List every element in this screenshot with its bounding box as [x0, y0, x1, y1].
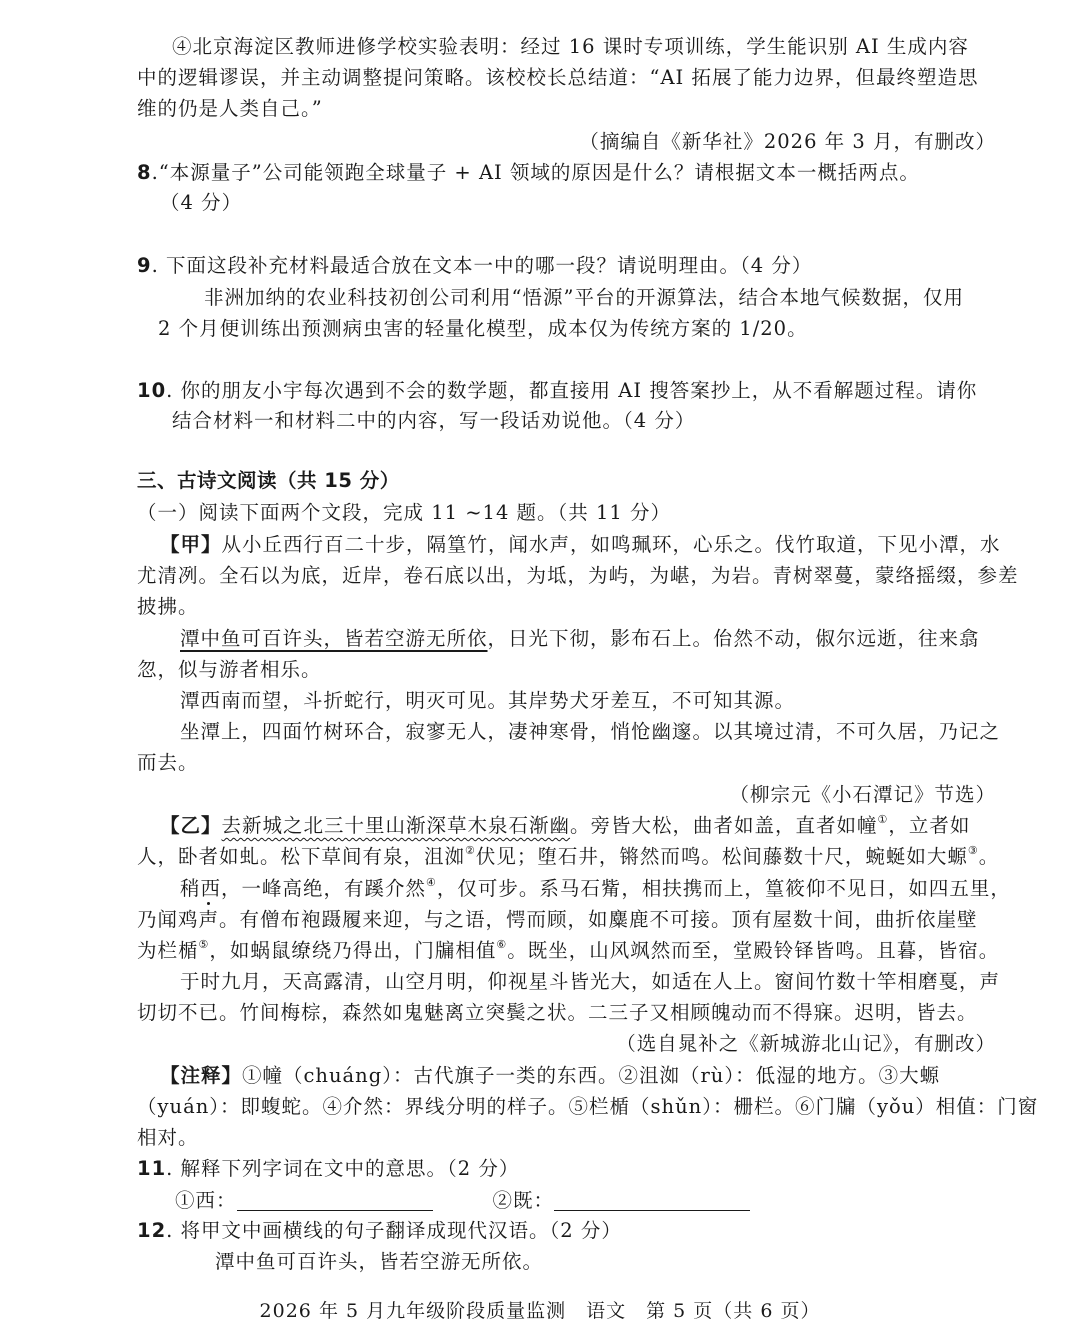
- footnote-mark-3: ③: [967, 844, 979, 857]
- underlined-sentence: 潭中鱼可百许头，皆若空游无所依: [180, 627, 488, 650]
- section-3-subtitle: （一）阅读下面两个文段，完成 11 ~14 题。（共 11 分）: [137, 501, 672, 524]
- footnote-mark-2: ②: [465, 844, 476, 857]
- question-10-text: . 你的朋友小宇每次遇到不会的数学题，都直接用 AI 搜答案抄上，从不看解题过程。请你: [166, 379, 978, 402]
- answer-blank-2[interactable]: [554, 1188, 750, 1211]
- passage-yi-p1-text-b: ，立者如: [888, 814, 971, 837]
- question-9-material-line1: 非洲加纳的农业科技初创公司利用“悟源”平台的开源算法，结合本地气候数据，仅用: [204, 286, 964, 309]
- passage-yi-p1b-text-b: 伏见；堕石井，锵然而鸣。松间藤数十尺，蜿蜒如大螈: [475, 845, 968, 868]
- passage-jia-label: 【甲】: [160, 533, 222, 556]
- question-11: [137, 1154, 519, 1184]
- question-10: [137, 376, 977, 406]
- passage-jia-p2-line1: [180, 624, 980, 654]
- question-11-item-2-label: ②既：: [492, 1189, 555, 1212]
- passage-yi-p2c-text-b: ，如蜗鼠缭绕乃得出，门牖相值: [209, 939, 497, 962]
- question-8-score: （4 分）: [160, 191, 243, 214]
- question-11-number: 11: [137, 1157, 167, 1180]
- passage-jia-p3: 潭西南而望，斗折蛇行，明灭可见。其岸势犬牙差互，不可知其源。: [180, 689, 796, 712]
- passage-yi-p1-text-a: 。旁皆大松，曲者如盖，直者如幢: [570, 814, 878, 837]
- footnote-mark-4: ④: [426, 876, 437, 889]
- question-11-item-1-label: ①西：: [175, 1189, 237, 1212]
- passage-yi-p1-line2: [137, 842, 999, 872]
- notes-text-1: ①幢（chuáng）：古代旗子一类的东西。②沮洳（rù）：低湿的地方。③大螈: [242, 1064, 941, 1087]
- passage-yi-p1-line1: [160, 811, 970, 841]
- passage-jia-p1-line2: 尤清冽。全石以为底，近岸，卷石底以出，为坻，为屿，为嵁，为岩。青树翠蔓，蒙络摇缀，参差: [137, 564, 1019, 587]
- question-8-text: .“本源量子”公司能领跑全球量子 + AI 领域的原因是什么？请根据文本一概括两点。: [151, 161, 920, 184]
- question-10-line2: 结合材料一和材料二中的内容，写一段话劝说他。（4 分）: [172, 409, 696, 432]
- answer-blank-1[interactable]: [237, 1188, 433, 1211]
- notes-line3: 相对。: [137, 1126, 199, 1149]
- passage-yi-p2b-text-a: 乃闻鸡: [137, 908, 199, 931]
- passage-jia-p1-text: 从小丘西行百二十步，隔篁竹，闻水声，如鸣珮环，心乐之。伐竹取道，下见小潭，水: [221, 533, 1001, 556]
- passage-yi-p2-line1: [180, 874, 1011, 904]
- passage-jia-p1-line1: [160, 530, 1001, 560]
- passage-yi-p2b-text-b: 。有僧布袍蹑履来迎，与之语，愕而顾，如麋鹿不可接。顶有屋数十间，曲折依崖壁: [219, 908, 978, 931]
- notes-line1: [160, 1061, 940, 1091]
- question-9: [137, 251, 812, 281]
- section-3-title: 三、古诗文阅读（共 15 分）: [137, 469, 400, 492]
- notes-label: 【注释】: [160, 1064, 243, 1087]
- question-12-number: 12: [137, 1219, 167, 1242]
- passage-yi-source: （选自晁补之《新城游北山记》，有删改）: [616, 1032, 996, 1055]
- question-9-material-line2: 2 个月便训练出预测病虫害的轻量化模型，成本仅为传统方案的 1/20。: [158, 317, 808, 340]
- footnote-mark-5: ⑤: [198, 938, 210, 951]
- passage-yi-p3-line2: 切切不已。竹间梅棕，森然如鬼魅离立突鬓之状。二三子又相顾魄动而不得寐。迟明，皆去。: [137, 1001, 978, 1024]
- passage-yi-p2c-text-c: 。既坐，山风飒然而至，堂殿铃铎皆鸣。且暮，皆宿。: [507, 939, 1000, 962]
- footnote-mark-1: ①: [877, 813, 889, 826]
- passage-yi-label: 【乙】: [160, 814, 222, 837]
- wavy-underlined-sentence: 去新城之北三十里山渐深草木泉石渐幽: [221, 814, 571, 837]
- dotted-character: 声: [198, 908, 220, 931]
- question-10-number: 10: [137, 379, 167, 402]
- question-12-text: . 将甲文中画横线的句子翻译成现代汉语。（2 分）: [166, 1219, 622, 1242]
- passage-yi-p2-line3: [137, 936, 999, 966]
- passage-yi-p2a-text-b: ，仅可步。系马石觜，相扶携而上，篁筱仰不见日，如四五里，: [436, 877, 1011, 900]
- question-8: [137, 158, 920, 188]
- passage-yi-p1b-text-c: 。: [978, 845, 1000, 868]
- passage-yi-p2c-text-a: 为栏楯: [137, 939, 199, 962]
- footnote-mark-6: ⑥: [496, 938, 508, 951]
- passage-jia-source: （柳宗元《小石潭记》节选）: [729, 783, 996, 806]
- passage-jia-p2-rest: ，日光下彻，影布石上。佁然不动，俶尔远逝，往来翕: [487, 627, 980, 650]
- passage-jia-p2-line2: 忽，似与游者相乐。: [137, 658, 322, 681]
- passage-yi-p1b-text-a: 人，卧者如虬。松下草间有泉，沮洳: [137, 845, 466, 868]
- notes-line2: （yuán）：即蝮蛇。④介然：界线分明的样子。⑤栏楯（shǔn）：栅栏。⑥门牖（yǒu）相值：门窗: [137, 1095, 1039, 1118]
- passage-jia-p4-line1: 坐潭上，四面竹树环合，寂寥无人，凄神寒骨，悄怆幽邃。以其境过清，不可久居，乃记之: [180, 720, 1001, 743]
- question-9-number: 9: [137, 254, 152, 277]
- material4-line1: ④北京海淀区教师进修学校实验表明：经过 16 课时专项训练，学生能识别 AI 生成内容: [172, 35, 969, 58]
- passage-jia-p4-line2: 而去。: [137, 751, 199, 774]
- question-8-number: 8: [137, 161, 152, 184]
- page-footer: 2026 年 5 月九年级阶段质量监测 语文 第 5 页（共 6 页）: [259, 1300, 821, 1322]
- question-9-text: . 下面这段补充材料最适合放在文本一中的哪一段？请说明理由。（4 分）: [151, 254, 813, 277]
- material4-line2: 中的逻辑谬误，并主动调整提问策略。该校校长总结道：“AI 拓展了能力边界，但最终塑造思: [137, 66, 979, 89]
- passage-yi-p2-line2: [137, 905, 978, 935]
- passage-jia-p1-line3: 披拂。: [137, 595, 199, 618]
- question-12-sentence: 潭中鱼可百许头，皆若空游无所依。: [215, 1250, 544, 1273]
- question-12: [137, 1216, 622, 1246]
- passage-yi-p3-line1: 于时九月，天高露清，山空月明，仰视星斗皆光大，如适在人上。窗间竹数十竿相磨戛，声: [180, 970, 1001, 993]
- question-11-items: [175, 1186, 810, 1216]
- material4-line3: 维的仍是人类自己。”: [137, 97, 323, 120]
- material4-source: （摘编自《新华社》2026 年 3 月，有删改）: [579, 130, 996, 153]
- passage-yi-p2a-text-a: 稍西，一峰高绝，有蹊介然: [180, 877, 427, 900]
- question-11-text: . 解释下列字词在文中的意思。（2 分）: [166, 1157, 520, 1180]
